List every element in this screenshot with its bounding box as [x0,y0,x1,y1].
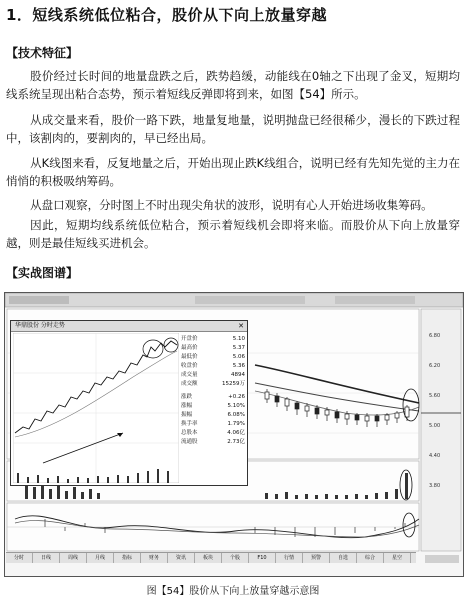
tab-watchlist[interactable]: 自选 [330,553,357,563]
axis-label-6: 3.80 [429,483,441,489]
popup-titlebar[interactable] [11,321,247,332]
tab-f10[interactable]: F10 [249,553,276,563]
tab-indicator[interactable]: 指标 [114,553,141,563]
axis-label-1: 6.80 [429,333,441,339]
tab-finance[interactable]: 财务 [141,553,168,563]
figure-caption: 图【54】股价从下向上放量穿越示意图 [146,586,320,597]
tab-composite[interactable]: 综合 [357,553,384,563]
chart-tab-bar [6,552,416,563]
axis-label-2: 6.20 [429,363,441,369]
section-heading-chart: 【实战图谱】 [6,266,79,280]
tab-sector[interactable]: 板块 [195,553,222,563]
paragraph-4: 从盘口观察，分时图上不时出现尖角状的波形，说明有心人开始进场收集筹码。 [30,198,433,212]
paragraph-2: 从成交量来看，股价一路下跌，地量复地量，说明抛盘已经很稀少，漫长的下跌过程中，该割肉的，要割肉的，早已经出局。 [6,113,460,145]
close-icon[interactable]: ✕ [238,322,244,330]
section-heading-features: 【技术特征】 [6,46,79,60]
tab-news[interactable]: 资讯 [168,553,195,563]
tab-intraday[interactable]: 分时 [6,553,33,563]
tab-daily[interactable]: 日线 [33,553,60,563]
paragraph-1: 股价经过长时间的地量盘跌之后，跌势趋缓，动能线在0轴之下出现了金叉，短期均线系统呈现出粘合态势，预示着短线反弹即将到来，如图【54】所示。 [6,69,460,101]
tab-stock[interactable]: 个股 [222,553,249,563]
paragraph-3: 从K线图来看，反复地量之后，开始出现止跌K线组合，说明已经有先知先觉的主力在悄悄的积极吸纳筹码。 [6,156,460,188]
tab-starry[interactable]: 星空 [384,553,411,563]
tab-alert[interactable]: 预警 [303,553,330,563]
tab-monthly[interactable]: 月线 [87,553,114,563]
tab-weekly[interactable]: 周线 [60,553,87,563]
intraday-popup-window: 华鼎股份 分时走势 ✕ 开盘价 5.10 最高价 5.37 最低价 5.06 收盘价 5.36 成交量 4894 成交额 15259万 涨跌 +0.26 涨幅 5.10% 振幅 6.08% 换手率 1.79% 总股本 4.06亿 流通股 2.73亿 [10,320,248,486]
popup-title: 华鼎股份 分时走势 [15,322,65,329]
tab-quotes[interactable]: 行情 [276,553,303,563]
axis-label-3: 5.60 [429,393,441,399]
intraday-chart [13,333,179,483]
axis-label-5: 4.40 [429,453,441,459]
page-title: 1．短线系统低位粘合，股价从下向上放量穿越 [6,6,327,24]
axis-label-4: 5.00 [429,423,441,429]
paragraph-5: 因此，短期均线系统低位粘合，预示着短线机会即将来临。而股价从下向上放量穿越，则是最佳短线买进机会。 [6,218,460,250]
